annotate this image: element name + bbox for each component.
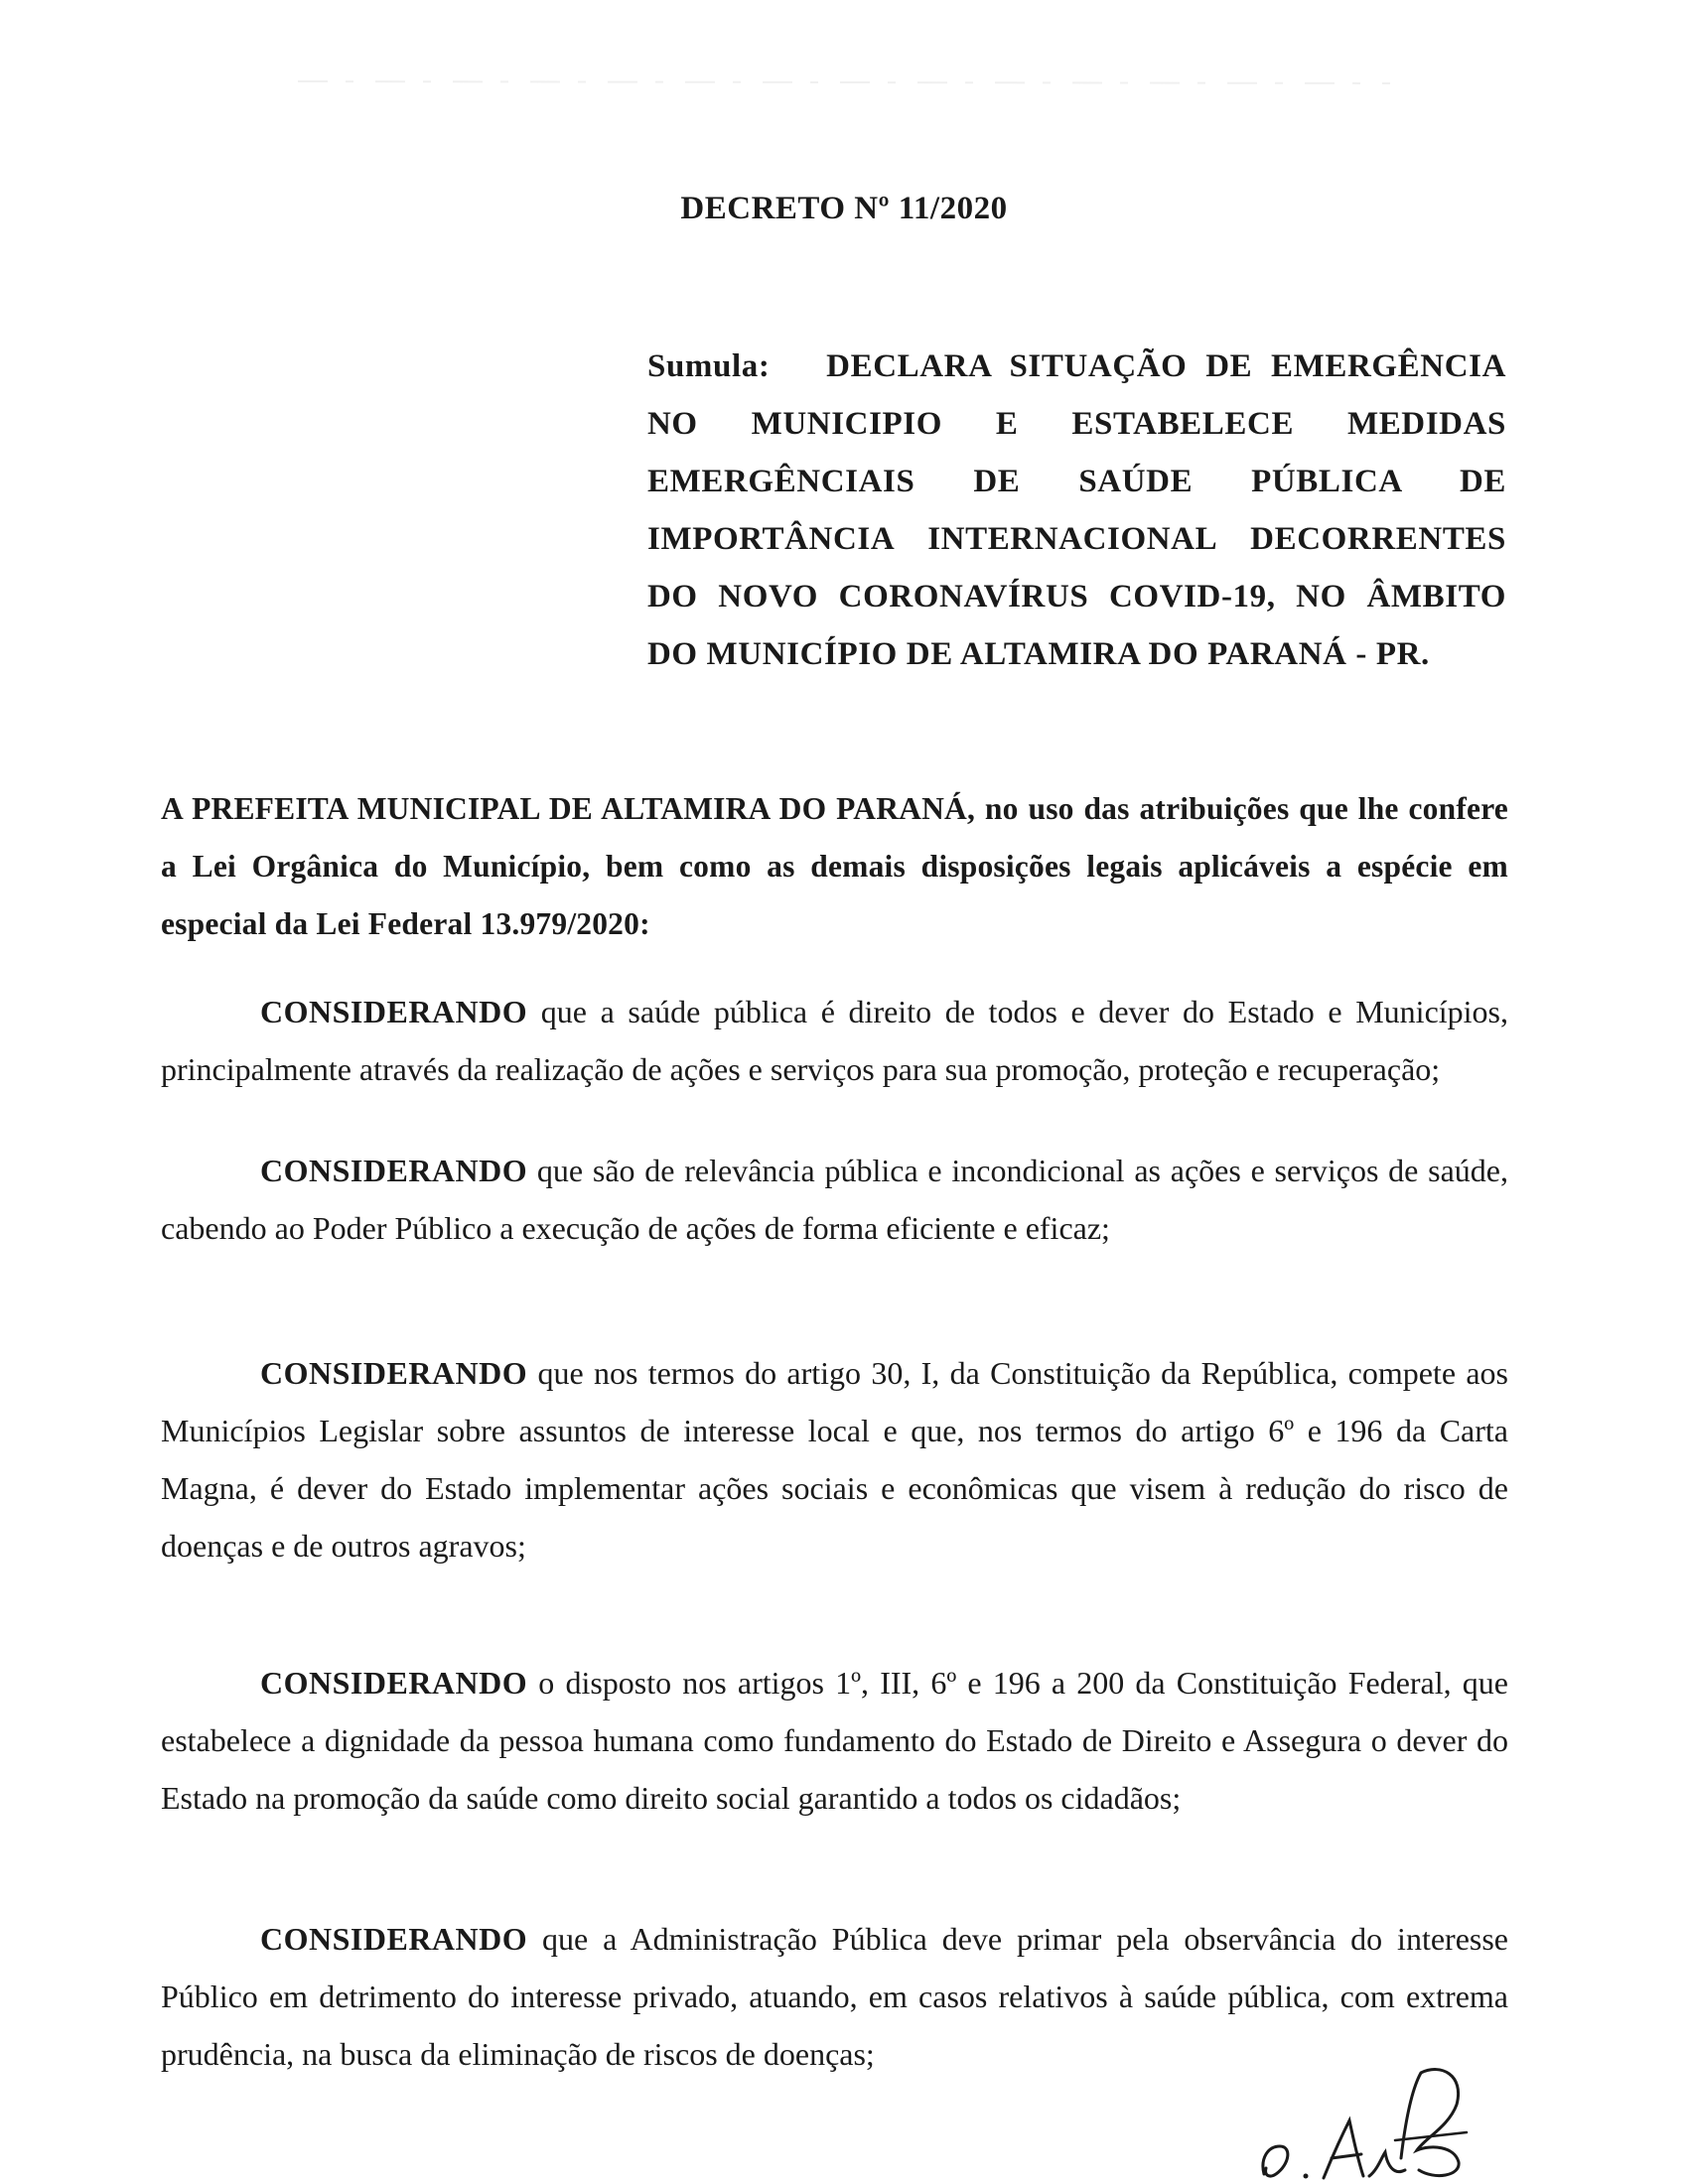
decree-summary xyxy=(647,338,1506,683)
considerando-keyword: CONSIDERANDO xyxy=(260,1153,528,1188)
considerando-paragraph xyxy=(161,1654,1508,1827)
decree-title: DECRETO Nº 11/2020 xyxy=(680,191,1008,226)
scan-artifact xyxy=(298,62,1390,101)
paragraph-text: que a saúde pública é direito de todos e dever do Estado e Municípios, principalmente através da realização de ações e serviços para sua promoção, proteção e recuperação; xyxy=(161,994,1508,1087)
decree-intro: A PREFEITA MUNICIPAL DE ALTAMIRA DO PARANÁ, no uso das atribuições que lhe confere a Lei Orgânica do Município, bem como as demais disposições legais aplicáveis a espécie em especial da Lei Federal 13.979/2020: xyxy=(161,791,1508,941)
considerando-paragraph xyxy=(161,1142,1508,1257)
paragraph-text: o disposto nos artigos 1º, III, 6º e 196 a 200 da Constituição Federal, que estabelece a dignidade da pessoa humana como fundamento do Estado de Direito e Assegura o dever do Estado na promoção da saúde como direito social garantido a todos os cidadãos; xyxy=(161,1665,1508,1816)
considerando-keyword: CONSIDERANDO xyxy=(260,994,528,1029)
considerando-paragraph xyxy=(161,1344,1508,1574)
handwritten-signature xyxy=(1246,2055,1484,2182)
considerando-keyword: CONSIDERANDO xyxy=(260,1355,528,1391)
considerando-paragraph xyxy=(161,983,1508,1098)
considerando-keyword: CONSIDERANDO xyxy=(260,1665,528,1701)
considerando-keyword: CONSIDERANDO xyxy=(260,1921,528,1957)
paragraph-text: que são de relevância pública e incondicional as ações e serviços de saúde, cabendo ao Poder Público a execução de ações de forma eficiente e eficaz; xyxy=(161,1153,1508,1246)
paragraph-text: que a Administração Pública deve primar pela observância do interesse Público em detrimento do interesse privado, atuando, em casos relativos à saúde pública, com extrema prudência, na busca da eliminação de riscos de doenças; xyxy=(161,1921,1508,2072)
summary-label: Sumula: xyxy=(647,348,771,384)
paragraph-text: que nos termos do artigo 30, I, da Constituição da República, compete aos Municípios Legislar sobre assuntos de interesse local e que, nos termos do artigo 6º e 196 da Carta Magna, é dever do Estado implementar ações sociais e econômicas que visem à redução do risco de doenças e de outros agravos; xyxy=(161,1355,1508,1564)
summary-text: DECLARA SITUAÇÃO DE EMERGÊNCIA NO MUNICIPIO E ESTABELECE MEDIDAS EMERGÊNCIAIS DE SAÚDE PÚBLICA DE IMPORTÂNCIA INTERNACIONAL DECORRENTES DO NOVO CORONAVÍRUS COVID-19, NO ÂMBITO DO MUNICÍPIO DE ALTAMIRA DO PARANÁ - PR. xyxy=(647,348,1506,672)
